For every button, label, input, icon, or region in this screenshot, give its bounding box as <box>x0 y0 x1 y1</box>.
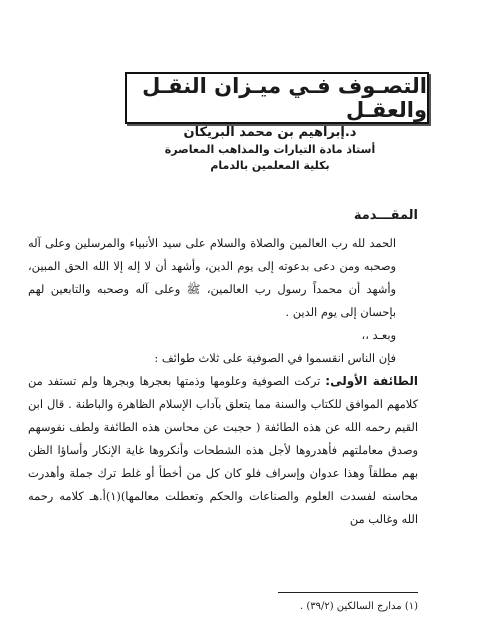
footnote: (١) مدارج السالكين (٣٩/٢) . <box>299 601 418 612</box>
first-group-label: الطائفة الأولى: <box>325 374 418 388</box>
article-title: التصـوف فـي ميـزان النقـل والعقـل <box>142 74 427 122</box>
author-name: د.إبراهيم بن محمد البريكان <box>183 125 357 140</box>
author-role: أستاذ مادة التيارات والمذاهب المعاصرة <box>164 143 376 156</box>
paragraph-transition: وبعـد ،، <box>361 328 396 342</box>
author-block <box>150 124 390 174</box>
body-text <box>28 232 418 531</box>
first-group-text: تركت الصوفية وعلومها وذمتها بعجرها وبجرها ولم تستفد من كلامهم الموافق للكتاب والسنة مما يتعلق بآداب الإسلام الظاهرة والباطنة . قال ابن القيم رحمه الله عن هذه الطائفة ( حجبت عن محاسن هذه الطائفة ولطف نفوسهم وصدق معاملتهم فأهدروها لأجل هذه الشطحات وأنكروها غاية الإنكار وأساؤا الظن بهم مطلقاً وهذا عدوان وإسراف فلو كان كل من أخطأ أو غلط ترك جملة وأهدرت محاسنه لفسدت العلوم والصناعات والحكم وتعطلت معالمها)(١)أ.هـ كلامه رحمه الله وغالب من <box>28 374 418 526</box>
author-affiliation: بكلية المعلمين بالدمام <box>210 159 330 172</box>
footnote-divider <box>278 592 418 593</box>
title-frame <box>125 72 429 124</box>
section-heading: المقـــدمة <box>353 208 418 223</box>
paragraph-opening: الحمد لله رب العالمين والصلاة والسلام على سيد الأنبياء والمرسلين وعلى آله وصحبه ومن دعى بدعوته إلى يوم الدين، وأشهد أن لا إله إلا الله الحق المبين، وأشهد أن محمداً رسول رب العالمين، ﷺ وعلى آله وصحبه والتابعين لهم بإحسان إلى يوم الدين . <box>28 236 396 319</box>
paragraph-intro: فإن الناس انقسموا في الصوفية على ثلاث طوائف : <box>154 351 396 365</box>
paragraph-first-group <box>28 370 418 531</box>
